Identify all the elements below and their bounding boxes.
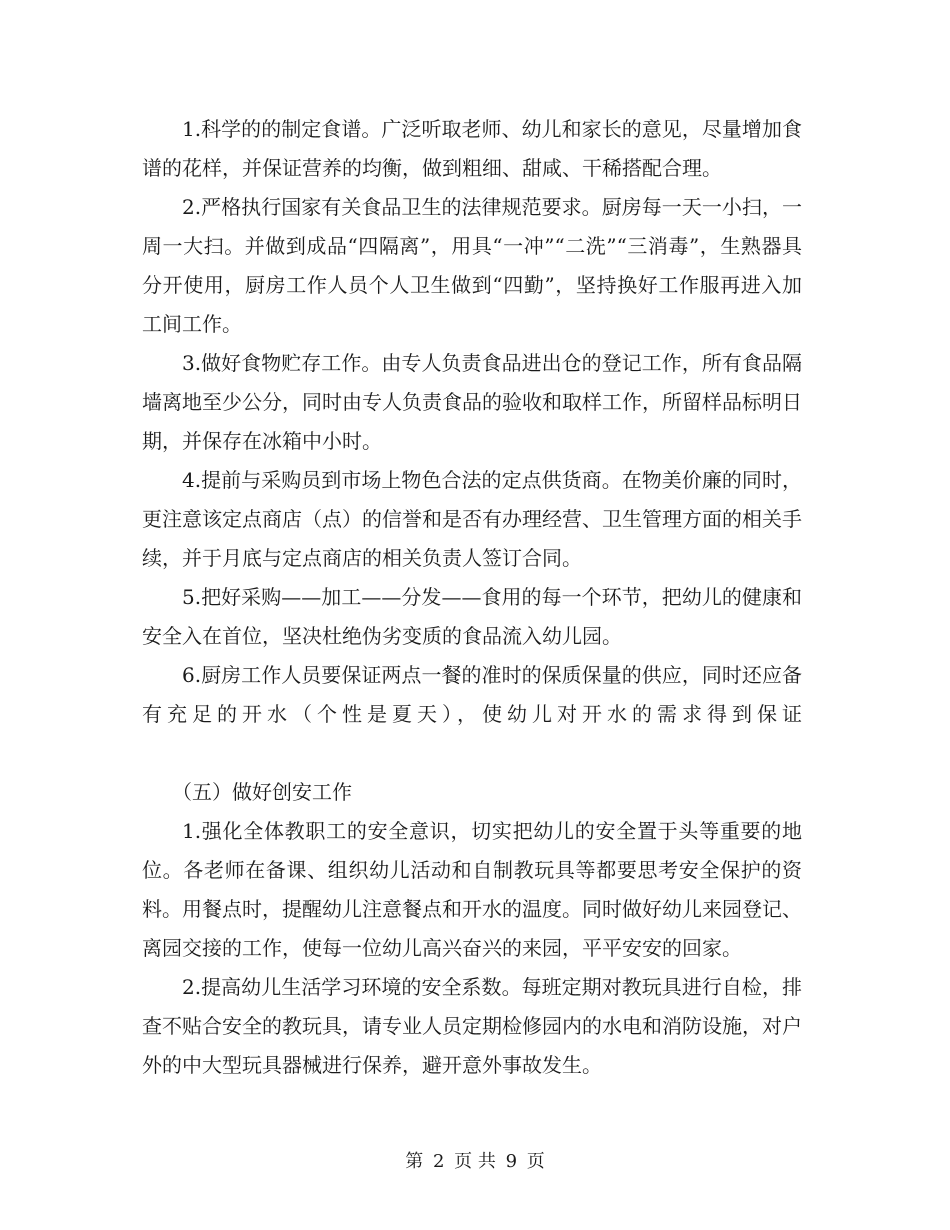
section-heading: （五）做好创安工作 xyxy=(172,780,352,804)
paragraph-3: 3.做好食物贮存工作。由专人负责食品进出仓的登记工作，所有食品隔墙离地至少公分，同时由专人负责食品的验收和取样工作，所留样品标明日期，并保存在冰箱中小时。 xyxy=(142,351,802,453)
footer-current-page: 2 xyxy=(432,1151,445,1172)
page-footer xyxy=(0,1150,950,1174)
paragraph-6: 6.厨房工作人员要保证两点一餐的准时的保质保量的供应，同时还应备有充足的开水（个性是夏天），使幼儿对开水的需求得到保证 xyxy=(142,663,802,726)
section-paragraph-1: 1.强化全体教职工的安全意识，切实把幼儿的安全置于头等重要的地位。各老师在备课、组织幼儿活动和自制教玩具等都要思考安全保护的资料。用餐点时，提醒幼儿注意餐点和开水的温度。同时做好幼儿来园登记、离园交接的工作，使每一位幼儿高兴奋兴的来园，平平安安的回家。 xyxy=(142,819,802,960)
footer-total-pages: 9 xyxy=(505,1151,518,1172)
footer-middle: 页 共 xyxy=(454,1151,496,1172)
paragraph-1: 1.科学的的制定食谱。广泛听取老师、幼儿和家长的意见，尽量增加食谱的花样，并保证营养的均衡，做到粗细、甜咸、干稀搭配合理。 xyxy=(142,117,802,180)
document-body xyxy=(142,110,802,1085)
paragraph-2: 2.严格执行国家有关食品卫生的法律规范要求。厨房每一天一小扫，一周一大扫。并做到成品“四隔离”，用具“一冲”“二洗”“三消毒”，生熟器具分开使用，厨房工作人员个人卫生做到“四勤”，坚持换好工作服再进入加工间工作。 xyxy=(142,195,802,336)
section-paragraph-2: 2.提高幼儿生活学习环境的安全系数。每班定期对教玩具进行自检，排查不贴合安全的教玩具，请专业人员定期检修园内的水电和消防设施，对户外的中大型玩具器械进行保养，避开意外事故发生。 xyxy=(142,975,802,1077)
paragraph-5: 5.把好采购——加工——分发——食用的每一个环节，把幼儿的健康和安全入在首位，坚决杜绝伪劣变质的食品流入幼儿园。 xyxy=(142,585,802,648)
paragraph-4: 4.提前与采购员到市场上物色合法的定点供货商。在物美价廉的同时，更注意该定点商店（点）的信誉和是否有办理经营、卫生管理方面的相关手续，并于月底与定点商店的相关负责人签订合同。 xyxy=(142,468,802,570)
footer-suffix: 页 xyxy=(526,1151,545,1172)
footer-prefix: 第 xyxy=(405,1151,424,1172)
